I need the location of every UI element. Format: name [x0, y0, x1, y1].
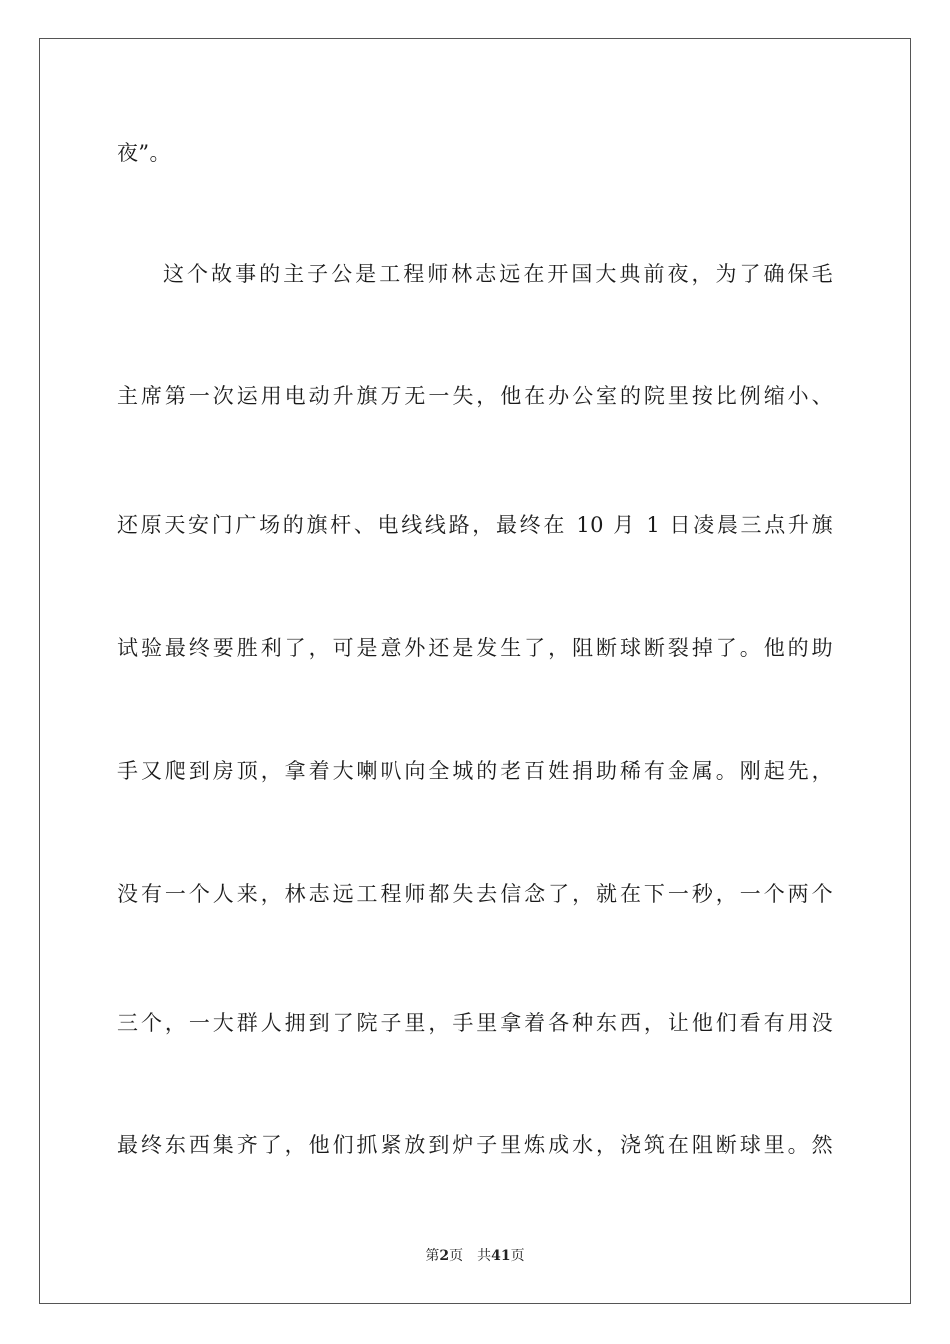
footer-page-suffix: 页	[449, 1248, 464, 1264]
text-line-3: 主席第一次运用电动升旗万无一失，他在办公室的院里按比例缩小、	[117, 384, 833, 408]
page-border	[39, 38, 911, 1304]
text-line-5: 试验最终要胜利了，可是意外还是发生了，阻断球断裂掉了。他的助	[117, 636, 833, 660]
text-line-9: 最终东西集齐了，他们抓紧放到炉子里炼成水，浇筑在阻断球里。然	[117, 1133, 833, 1157]
footer-page-prefix: 第	[425, 1248, 440, 1264]
footer-total-number: 41	[491, 1248, 511, 1264]
text-line-6: 手又爬到房顶，拿着大喇叭向全城的老百姓捐助稀有金属。刚起先，	[117, 759, 833, 783]
text-line-2: 这个故事的主子公是工程师林志远在开国大典前夜，为了确保毛	[163, 262, 833, 286]
text-line-1: 夜”。	[117, 141, 171, 165]
page-footer	[0, 1247, 950, 1265]
text-line-4: 还原天安门广场的旗杆、电线线路，最终在 10 月 1 日凌晨三点升旗	[117, 513, 833, 537]
footer-page-number: 2	[439, 1248, 450, 1264]
text-line-7: 没有一个人来，林志远工程师都失去信念了，就在下一秒，一个两个	[117, 882, 833, 906]
footer-total-prefix: 共	[477, 1248, 492, 1264]
footer-total-suffix: 页	[510, 1248, 525, 1264]
text-line-8: 三个，一大群人拥到了院子里，手里拿着各种东西，让他们看有用没	[117, 1011, 833, 1035]
